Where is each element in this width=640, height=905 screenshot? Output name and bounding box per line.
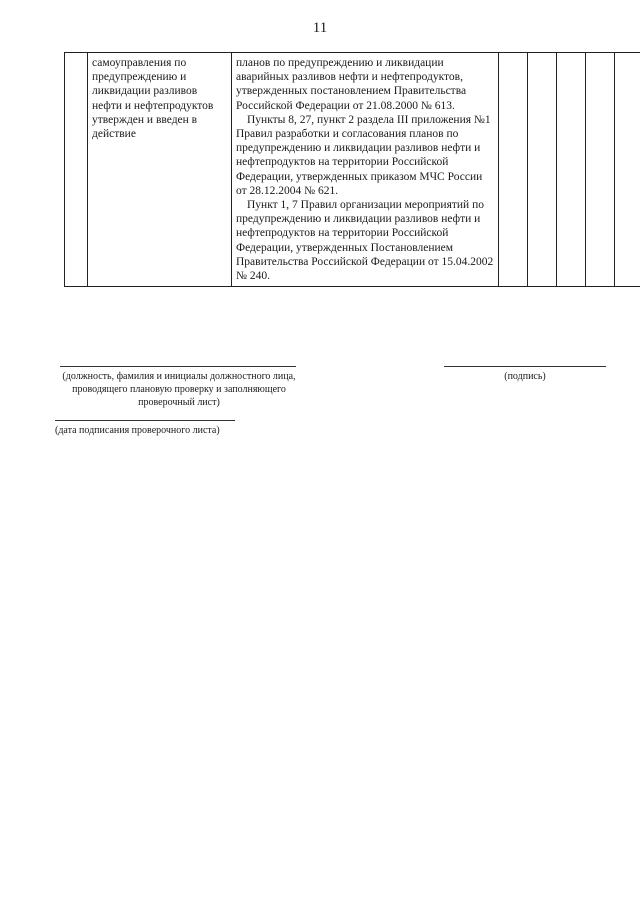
inspector-signature-line (60, 366, 296, 367)
answer-cell-yes (499, 53, 528, 287)
legal-reference: Пункт 1, 7 Правил организации мероприятий по предупреждению и ликвидации разливов нефти и нефтепродуктов на территории Российской Федерации, утвержденных Постановлением Правительства Российской Федерации от 15.04.2002 № 240. (236, 199, 494, 283)
inspector-caption: (должность, фамилия и инициалы должностного лица, проводящего плановую проверку и заполняющего проверочный лист) (62, 371, 296, 408)
row-number-cell (65, 53, 88, 287)
page-number: 11 (312, 20, 328, 36)
answer-cell-not-applicable (557, 53, 586, 287)
legal-references-cell (232, 53, 499, 287)
question-text: самоуправления по предупреждению и ликвидации разливов нефти и нефтепродуктов утвержден и введен в действие (92, 57, 214, 141)
legal-reference: планов по предупреждению и ликвидации аварийных разливов нефти и нефтепродуктов, утвержденных постановлением Правительства Российской Федерации от 21.08.2000 № 613. (236, 57, 467, 112)
answer-cell-no (528, 53, 557, 287)
date-caption: (дата подписания проверочного листа) (55, 425, 220, 436)
table-row (65, 53, 640, 287)
checklist-table (64, 52, 640, 287)
signature-caption: (подпись) (504, 371, 546, 382)
answer-cell-extra (615, 53, 640, 287)
signature-line (444, 366, 606, 367)
answer-cell-notes (586, 53, 615, 287)
question-cell (88, 53, 232, 287)
date-signature-line (55, 420, 235, 421)
legal-reference: Пункты 8, 27, пункт 2 раздела III приложения №1 Правил разработки и согласования планов по предупреждению и ликвидации разливов нефти и нефтепродуктов на территории Российской Федерации, утвержденных приказом МЧС России от 28.12.2004 № 621. (236, 113, 491, 197)
